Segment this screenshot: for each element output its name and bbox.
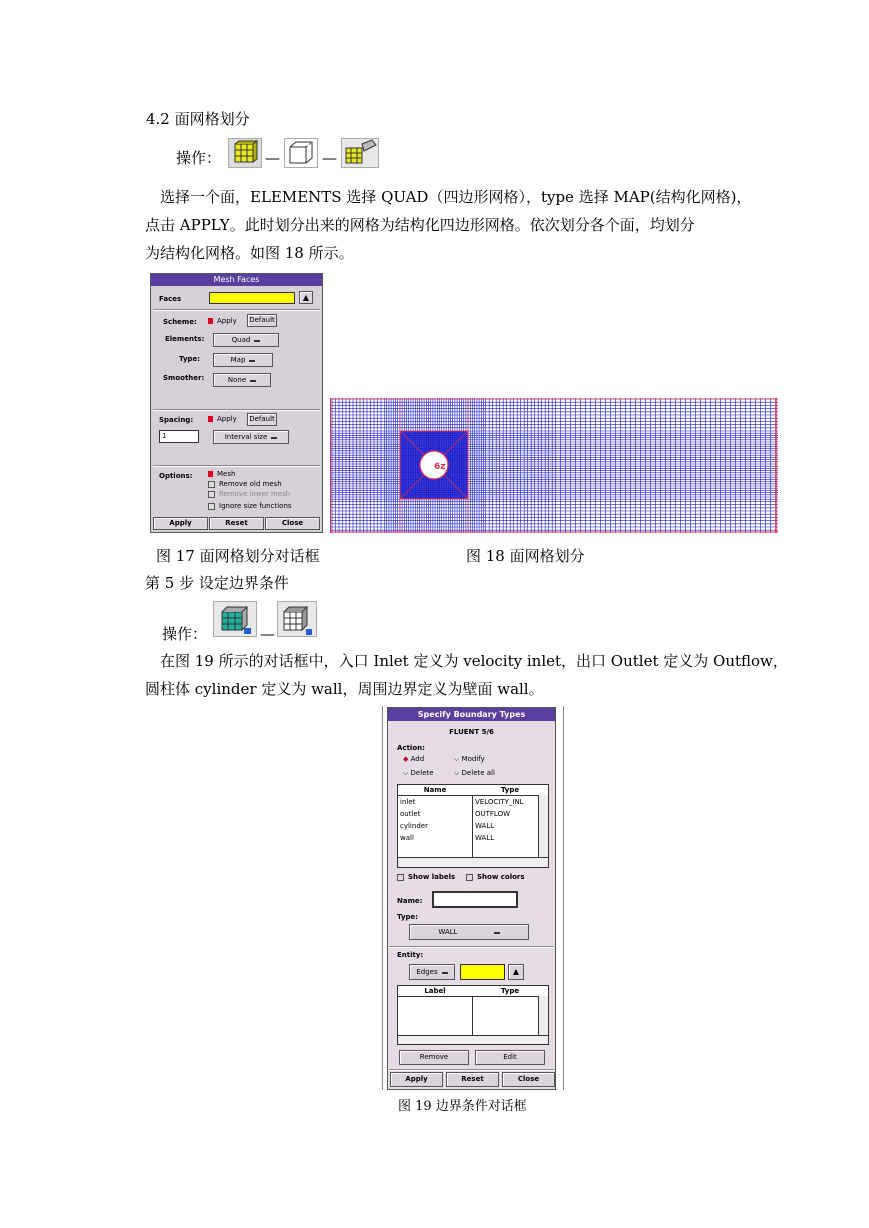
- table-hscroll[interactable]: [398, 857, 548, 867]
- zone-row-name[interactable]: outlet: [400, 810, 421, 818]
- reset-button[interactable]: Reset: [446, 1072, 499, 1087]
- scheme-apply-toggle[interactable]: Apply: [208, 317, 237, 325]
- action-label: Action:: [397, 744, 425, 752]
- paragraph-line: 点击 APPLY。此时划分出来的网格为结构化四边形网格。依次划分各个面，均划分: [145, 216, 695, 234]
- figure-caption-17: 图 17 面网格划分对话框: [156, 547, 320, 565]
- options-label: Options:: [159, 472, 193, 480]
- solver-label: FLUENT 5/6: [449, 728, 494, 736]
- column-header-name: Name: [423, 786, 447, 794]
- mesh-grid-icon: [228, 138, 262, 168]
- operation-label: 操作：: [176, 149, 222, 167]
- mesh-faces-dialog: [150, 273, 323, 533]
- option-ignore-size-functions[interactable]: Ignore size functions: [208, 502, 292, 510]
- boundary-types-dialog: [387, 707, 556, 1090]
- boundary-zone-icon: [213, 601, 257, 637]
- divider: [153, 409, 320, 411]
- name-label: Name:: [397, 897, 423, 905]
- smoother-label: Smoother:: [163, 374, 205, 382]
- apply-button[interactable]: Apply: [153, 517, 208, 530]
- zone-table: [397, 784, 549, 868]
- mesh-figure: [330, 398, 778, 533]
- option-remove-lower-mesh[interactable]: Remove lower mesh: [208, 490, 290, 498]
- spacing-label: Spacing:: [159, 416, 194, 424]
- specify-types-icon: [277, 601, 317, 637]
- column-header-label: Label: [424, 987, 446, 995]
- reset-button[interactable]: Reset: [209, 517, 264, 530]
- close-button[interactable]: Close: [265, 517, 320, 530]
- boundary-type-select[interactable]: WALL: [409, 924, 529, 940]
- section-heading: 4.2 面网格划分: [146, 110, 250, 128]
- scheme-default-button[interactable]: Default: [247, 314, 277, 327]
- divider: [389, 946, 554, 948]
- type-label: Type:: [179, 355, 201, 363]
- smoother-select[interactable]: None: [213, 373, 271, 387]
- dialog-title: Mesh Faces: [151, 274, 322, 286]
- zone-row-type[interactable]: WALL: [475, 834, 495, 842]
- interval-select[interactable]: Interval size: [213, 430, 289, 444]
- type-label: Type:: [397, 913, 419, 921]
- close-button[interactable]: Close: [502, 1072, 555, 1087]
- pick-faces-button[interactable]: ▲: [299, 291, 313, 304]
- option-mesh[interactable]: Mesh: [208, 470, 235, 478]
- figure-caption-19: 图 19 边界条件对话框: [398, 1099, 527, 1114]
- zone-row-name[interactable]: wall: [400, 834, 414, 842]
- show-colors-toggle[interactable]: Show colors: [466, 873, 525, 881]
- column-header-type: Type: [500, 987, 520, 995]
- figure-caption-18: 图 18 面网格划分: [466, 547, 585, 565]
- show-labels-toggle[interactable]: Show labels: [397, 873, 455, 881]
- paragraph-line: 圆柱体 cylinder 定义为 wall，周围边界定义为壁面 wall。: [145, 680, 544, 698]
- table-vscroll[interactable]: [538, 795, 548, 857]
- elements-select[interactable]: Quad: [213, 333, 279, 347]
- operation-label: 操作：: [162, 625, 208, 643]
- divider: [153, 309, 320, 311]
- divider: [153, 465, 320, 467]
- entity-select[interactable]: Edges: [409, 964, 455, 980]
- dash: —: [322, 149, 337, 167]
- entity-label: Entity:: [397, 951, 424, 959]
- option-remove-old-mesh[interactable]: Remove old mesh: [208, 480, 282, 488]
- dash: —: [260, 625, 275, 643]
- face-icon: [284, 138, 318, 168]
- mesh-face-icon: [341, 138, 379, 168]
- elements-label: Elements:: [165, 335, 205, 343]
- action-modify[interactable]: ⌵ Modify: [454, 755, 485, 763]
- action-add[interactable]: ◆ Add: [403, 755, 425, 763]
- faces-input[interactable]: [209, 292, 295, 304]
- paragraph-line: 选择一个面，ELEMENTS 选择 QUAD（四边形网格），type 选择 MAP(结构化网格)，: [160, 188, 752, 206]
- mesh-label: 6z: [434, 462, 446, 472]
- divider: [389, 1069, 554, 1071]
- zone-row-name[interactable]: inlet: [400, 798, 416, 806]
- entity-input[interactable]: [460, 964, 505, 980]
- zone-row-type[interactable]: OUTFLOW: [475, 810, 511, 818]
- spacing-default-button[interactable]: Default: [247, 413, 277, 426]
- column-header-type: Type: [500, 786, 520, 794]
- table-hscroll[interactable]: [398, 1035, 548, 1044]
- type-select[interactable]: Map: [213, 353, 273, 367]
- zone-name-input[interactable]: [432, 891, 518, 908]
- table-vscroll[interactable]: [538, 996, 548, 1035]
- spacing-input[interactable]: 1: [159, 430, 199, 443]
- zone-row-type[interactable]: WALL: [475, 822, 495, 830]
- zone-row-type[interactable]: VELOCITY_INL: [475, 798, 524, 806]
- paragraph-line: 在图 19 所示的对话框中，入口 Inlet 定义为 velocity inlet，出口 Outlet 定义为 Outflow，: [160, 652, 788, 670]
- step-heading: 第 5 步 设定边界条件: [145, 574, 289, 592]
- zone-row-name[interactable]: cylinder: [400, 822, 428, 830]
- apply-button[interactable]: Apply: [390, 1072, 443, 1087]
- pick-entity-button[interactable]: ▲: [508, 964, 524, 980]
- edit-button[interactable]: Edit: [475, 1050, 545, 1065]
- mesh-plot: [330, 398, 778, 533]
- action-delete[interactable]: ⌵ Delete: [403, 769, 434, 777]
- action-delete-all[interactable]: ⌵ Delete all: [454, 769, 495, 777]
- remove-button[interactable]: Remove: [399, 1050, 469, 1065]
- faces-label: Faces: [159, 295, 182, 303]
- scheme-label: Scheme:: [163, 318, 197, 326]
- entity-table: [397, 985, 549, 1045]
- dialog-title: Specify Boundary Types: [388, 708, 555, 721]
- dash: —: [265, 149, 280, 167]
- paragraph-line: 为结构化网格。如图 18 所示。: [145, 244, 354, 262]
- spacing-apply-toggle[interactable]: Apply: [208, 415, 237, 423]
